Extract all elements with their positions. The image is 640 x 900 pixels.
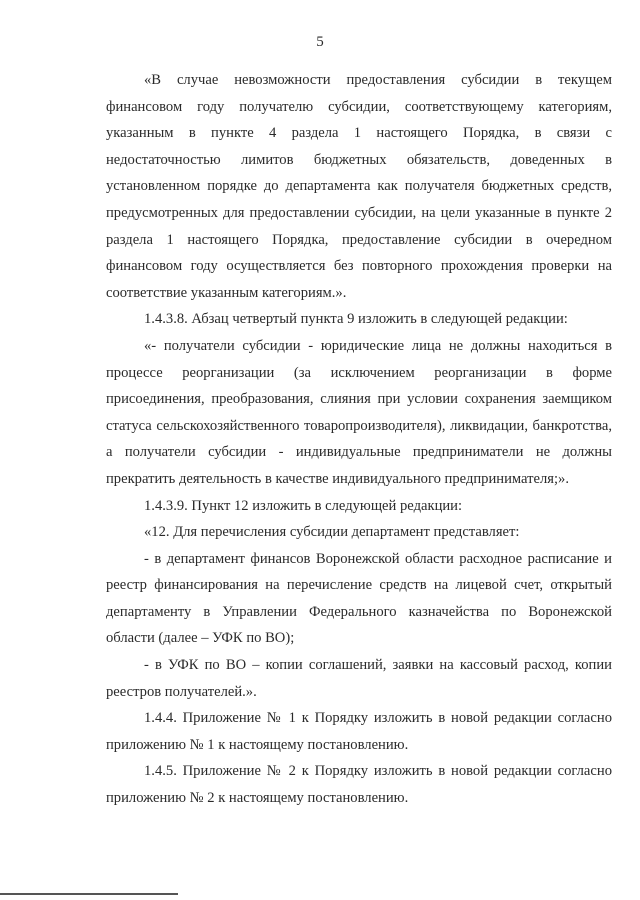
- paragraph-1-4-4: 1.4.4. Приложение № 1 к Порядку изложить в новой редакции согласно приложению № 1 к настоящему постановлению.: [106, 710, 612, 753]
- paragraph-legal-entities-requirement: «- получатели субсидии - юридические лица не должны находиться в процессе реорганизации (за исключением реорганизации в форме присоединения, преобразования, слияния при условии сохранения заемщиком статуса сельскохозяйственного товаропроизводителя), ликвидации, банкротства, а получатели субсидии - индивидуальные предприниматели не должны прекратить деятельность в качестве индивидуального предпринимателя;».: [106, 337, 612, 487]
- paragraph-finance-department: - в департамент финансов Воронежской области расходное расписание и реестр финансирования на перечисление средств на лицевой счет, открытый департаменту в Управлении Федерального казначейства по Воронежской области (далее – УФК по ВО);: [106, 550, 612, 647]
- paragraph-subsidy-impossibility: «В случае невозможности предоставления субсидии в текущем финансовом году получателю субсидии, соответствующему категориям, указанным в пункте 4 раздела 1 настоящего Порядка, в связи с недостаточностью лимитов бюджетных обязательств, доведенных в установленном порядке до департамента как получателя бюджетных средств, предусмотренных для предоставлении субсидии, на цели указанные в пункте 2 раздела 1 настоящего Порядка, предоставление субсидии в очередном финансовом году осуществляется без повторного прохождения проверки на соответствие указанным категориям.».: [106, 72, 612, 301]
- paragraph-1-4-3-8: 1.4.3.8. Абзац четвертый пункта 9 изложить в следующей редакции:: [144, 311, 568, 328]
- footer-divider: [0, 893, 178, 895]
- paragraph-1-4-5: 1.4.5. Приложение № 2 к Порядку изложить в новой редакции согласно приложению № 2 к настоящему постановлению.: [106, 763, 612, 807]
- paragraph-1-4-3-9: 1.4.3.9. Пункт 12 изложить в следующей редакции:: [144, 497, 463, 514]
- paragraph-item-12: «12. Для перечисления субсидии департамент представляет:: [144, 524, 520, 541]
- paragraph-ufk: - в УФК по ВО – копии соглашений, заявки на кассовый расход, копии реестров получателей.».: [106, 657, 612, 700]
- document-body: [106, 67, 612, 812]
- page-number: 5: [316, 34, 324, 50]
